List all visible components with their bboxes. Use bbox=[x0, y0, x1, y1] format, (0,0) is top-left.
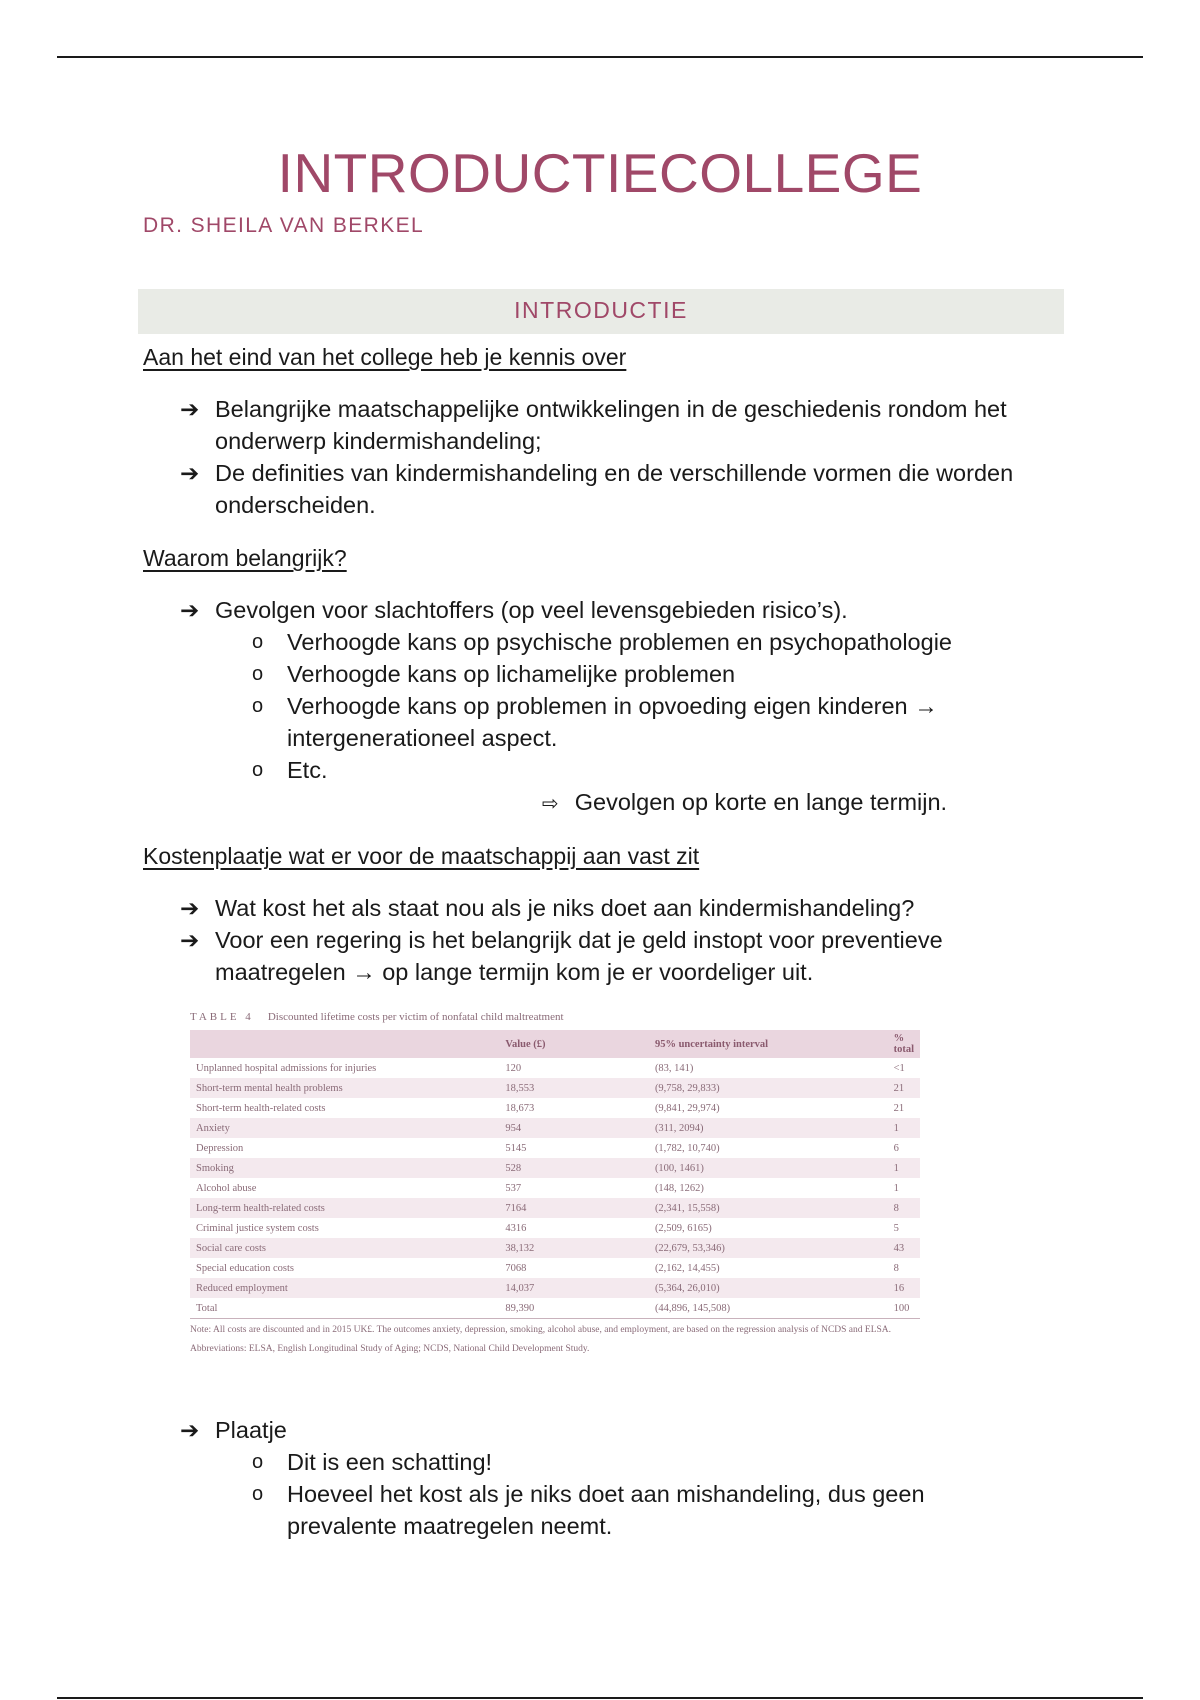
list-item: o Verhoogde kans op problemen in opvoeding eigen kinderen → intergenerationeel aspect. bbox=[252, 690, 972, 754]
cost-table bbox=[190, 1030, 920, 1319]
learning-goals-list bbox=[180, 393, 1060, 521]
image-notes-list bbox=[180, 1414, 1060, 1446]
table-note: Note: All costs are discounted and in 2015 UK£. The outcomes anxiety, depression, smoking, alcohol abuse, and employment, are based on the regression analysis of NCDS and ELSA. bbox=[190, 1325, 892, 1335]
page-subtitle: DR. SHEILA VAN BERKEL bbox=[143, 214, 425, 237]
heading-why-important: Waarom belangrijk? bbox=[143, 545, 347, 571]
list-item: o Hoeveel het kost als je niks doet aan mishandeling, dus geen prevalente maatregelen neemt. bbox=[252, 1478, 972, 1542]
arrow-icon: ➔ bbox=[180, 927, 200, 953]
page-title: INTRODUCTIECOLLEGE bbox=[277, 142, 923, 204]
table-abbreviations: Abbreviations: ELSA, English Longitudinal Study of Aging; NCDS, National Child Development Study. bbox=[190, 1344, 590, 1354]
section-heading-introductie: INTRODUCTIE bbox=[138, 289, 1064, 334]
arrow-icon: ➔ bbox=[180, 396, 200, 422]
cost-table-figure bbox=[190, 1011, 920, 1357]
table-row: Smoking 528 (100, 1461) 1 bbox=[190, 1158, 920, 1178]
table-row: Criminal justice system costs 4316 (2,509, 6165) 5 bbox=[196, 1222, 899, 1234]
table-row: Total 89,390 (44,896, 145,508) 100 bbox=[190, 1298, 920, 1319]
list-item: ➔ Voor een regering is het belangrijk dat je geld instopt voor preventieve maatregelen → op lange termijn kom je er voordeliger uit. bbox=[180, 924, 980, 988]
arrow-icon: ➔ bbox=[180, 895, 200, 921]
circle-bullet-icon: o bbox=[252, 663, 264, 685]
table-row: Short-term health-related costs 18,673 (9,841, 29,974) 21 bbox=[196, 1102, 905, 1114]
table-caption: TABLE 4 Discounted lifetime costs per victim of nonfatal child maltreatment bbox=[190, 1011, 564, 1023]
list-item: o Etc. bbox=[252, 754, 972, 786]
table-header-row: Value (£) 95% uncertainty interval % total bbox=[190, 1030, 920, 1058]
conclusion-line: ⇨ Gevolgen op korte en lange termijn. bbox=[542, 789, 948, 815]
arrow-icon: ➔ bbox=[180, 1417, 200, 1443]
image-notes-sublist bbox=[252, 1446, 972, 1542]
list-item: o Verhoogde kans op psychische problemen en psychopathologie bbox=[252, 626, 972, 658]
table-row: Short-term mental health problems 18,553 (9,758, 29,833) 21 bbox=[190, 1078, 920, 1098]
list-item: o Dit is een schatting! bbox=[252, 1446, 972, 1478]
arrow-icon: ➔ bbox=[180, 597, 200, 623]
list-item: ➔ Plaatje bbox=[180, 1414, 1060, 1446]
table-row: Depression 5145 (1,782, 10,740) 6 bbox=[196, 1142, 899, 1154]
circle-bullet-icon: o bbox=[252, 759, 264, 781]
hollow-arrow-icon: ⇨ bbox=[542, 793, 559, 815]
list-item: ➔ De definities van kindermishandeling en de verschillende vormen die worden onderscheiden. bbox=[180, 457, 1060, 521]
bottom-rule bbox=[57, 1697, 1143, 1699]
heading-learning-goals: Aan het eind van het college heb je kennis over bbox=[143, 344, 627, 370]
circle-bullet-icon: o bbox=[252, 631, 264, 653]
heading-costs: Kostenplaatje wat er voor de maatschappij aan vast zit bbox=[143, 843, 700, 869]
arrow-icon: ➔ bbox=[180, 460, 200, 486]
table-row: Alcohol abuse 537 (148, 1262) 1 bbox=[196, 1182, 899, 1194]
table-row: Unplanned hospital admissions for injuries 120 (83, 141) <1 bbox=[196, 1062, 905, 1074]
list-item: ➔ Belangrijke maatschappelijke ontwikkelingen in de geschiedenis rondom het onderwerp kindermishandeling; bbox=[180, 393, 1060, 457]
top-rule bbox=[57, 56, 1143, 58]
consequences-sublist bbox=[252, 626, 972, 786]
list-item: o Verhoogde kans op lichamelijke problemen bbox=[252, 658, 972, 690]
circle-bullet-icon: o bbox=[252, 1451, 264, 1473]
table-row: Special education costs 7068 (2,162, 14,455) 8 bbox=[196, 1262, 899, 1274]
circle-bullet-icon: o bbox=[252, 695, 264, 717]
circle-bullet-icon: o bbox=[252, 1483, 264, 1505]
consequences-list bbox=[180, 594, 1060, 626]
costs-list bbox=[180, 892, 980, 988]
list-item: ➔ Gevolgen voor slachtoffers (op veel levensgebieden risico’s). bbox=[180, 594, 1060, 626]
table-row: Social care costs 38,132 (22,679, 53,346) 43 bbox=[190, 1238, 920, 1258]
table-row: Long-term health-related costs 7164 (2,341, 15,558) 8 bbox=[190, 1198, 920, 1218]
table-row: Anxiety 954 (311, 2094) 1 bbox=[190, 1118, 920, 1138]
list-item: ➔ Wat kost het als staat nou als je niks doet aan kindermishandeling? bbox=[180, 892, 980, 924]
table-row: Reduced employment 14,037 (5,364, 26,010) 16 bbox=[190, 1278, 920, 1298]
